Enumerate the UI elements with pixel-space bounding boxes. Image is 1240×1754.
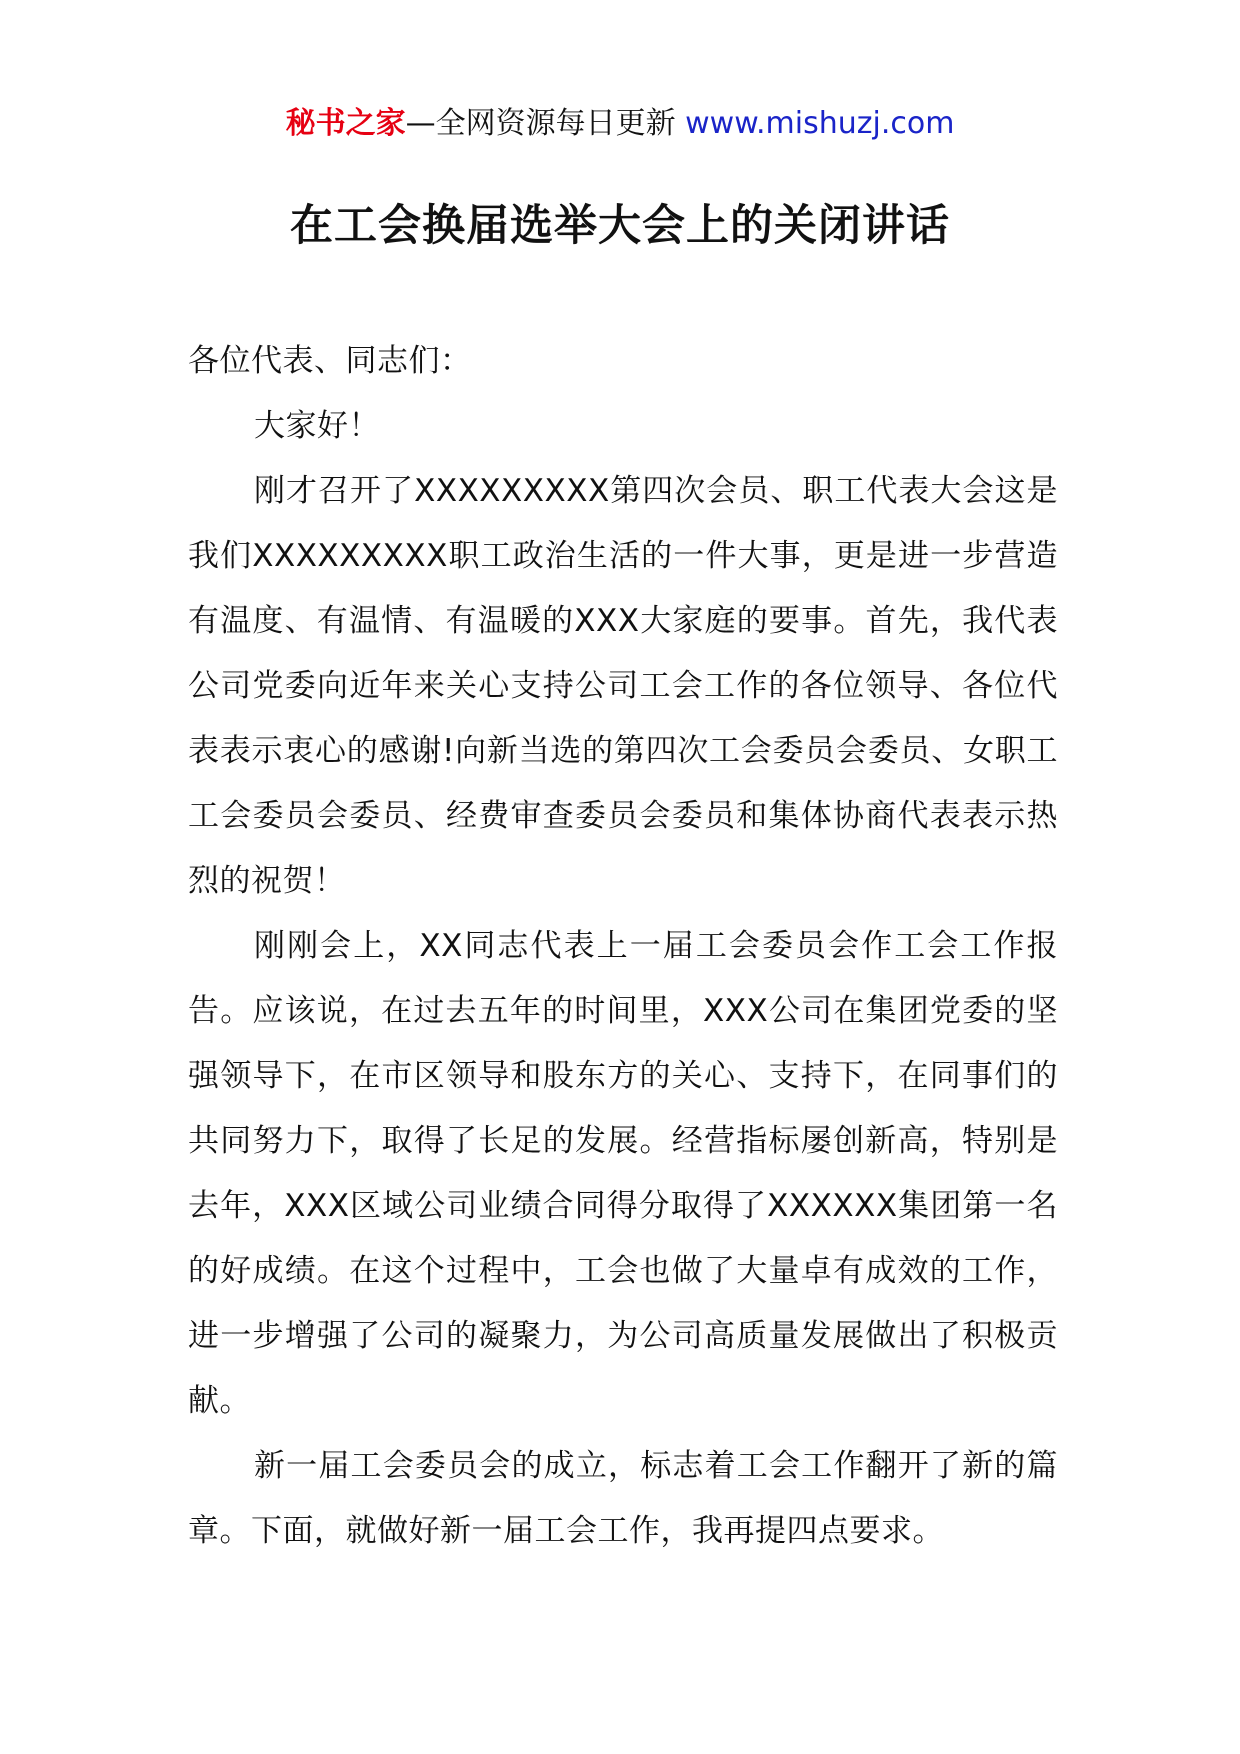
paragraph-3: 新一届工会委员会的成立，标志着工会工作翻开了新的篇章。下面，就做好新一届工会工作，我再提四点要求。 <box>188 1448 1058 1549</box>
paragraph-1: 刚才召开了XXXXXXXXX第四次会员、职工代表大会这是我们XXXXXXXXX职工政治生活的一件大事，更是进一步营造有温度、有温情、有温暖的XXX大家庭的要事。首先，我代表公司党委向近年来关心支持公司工会工作的各位领导、各位代表表示衷心的感谢!向新当选的第四次工会委员会委员、女职工工会委员会委员、经费审查委员会委员和集体协商代表表示热烈的祝贺！ <box>188 473 1058 899</box>
salutation: 各位代表、同志们： <box>188 343 472 379</box>
brand-name: 秘书之家 <box>285 106 406 141</box>
site-header <box>0 100 1240 148</box>
paragraph-2: 刚刚会上，XX同志代表上一届工会委员会作工会工作报告。应该说，在过去五年的时间里，XXX公司在集团党委的坚强领导下，在市区领导和股东方的关心、支持下，在同事们的共同努力下，取得了长足的发展。经营指标屡创新高，特别是去年，XXX区域公司业绩合同得分取得了XXXXXX集团第一名的好成绩。在这个过程中，工会也做了大量卓有成效的工作，进一步增强了公司的凝聚力，为公司高质量发展做出了积极贡献。 <box>188 928 1058 1419</box>
paragraph-greeting: 大家好！ <box>254 408 380 444</box>
site-tagline: —全网资源每日更新 <box>405 106 676 141</box>
site-url-link[interactable]: www.mishuzj.com <box>685 106 955 141</box>
document-body <box>188 329 1058 1564</box>
document-title: 在工会换届选举大会上的关闭讲话 <box>290 201 950 251</box>
